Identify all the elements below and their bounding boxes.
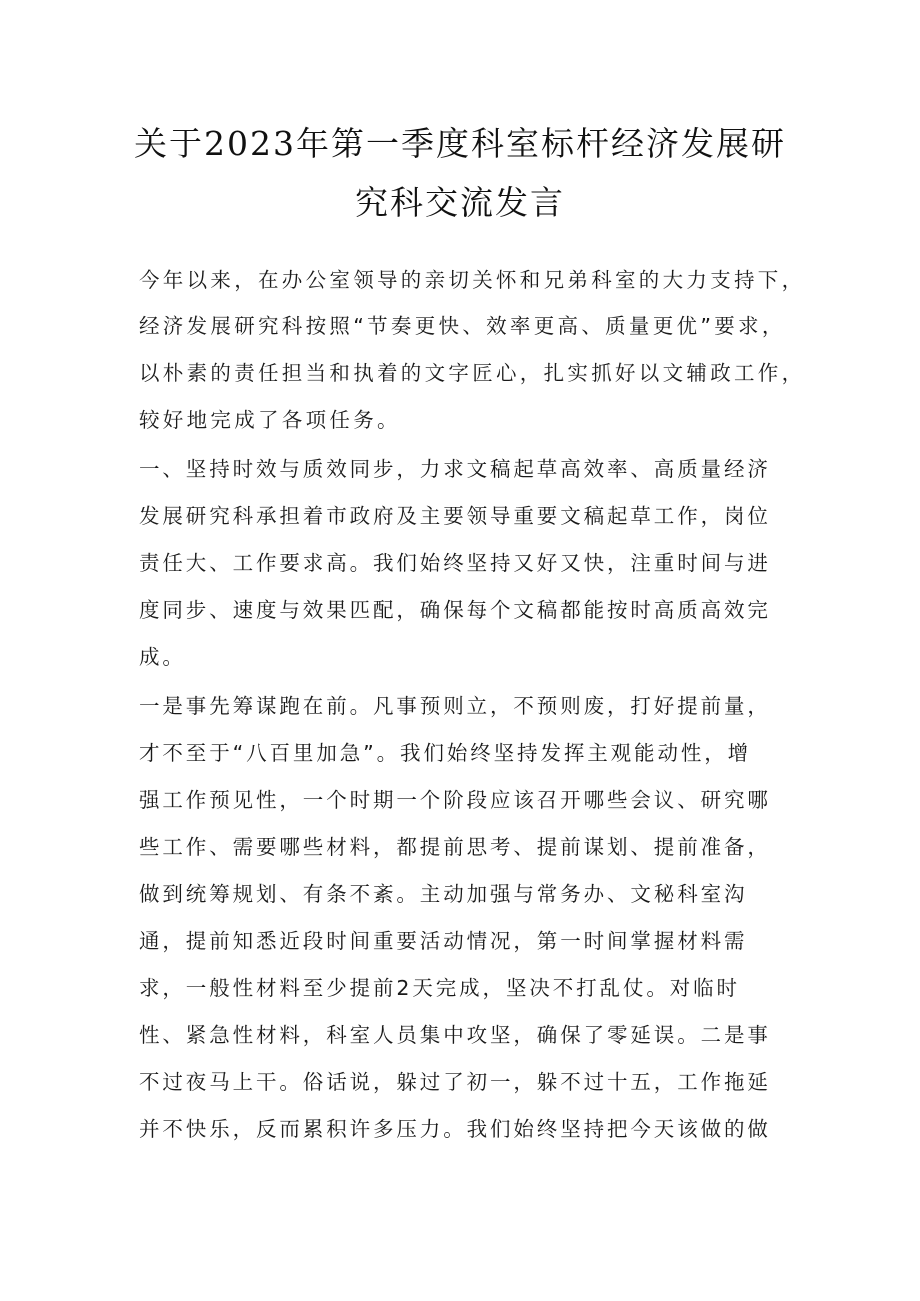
body-line: 性、紧急性材料，科室人员集中攻坚，确保了零延误。二是事 xyxy=(139,1023,771,1047)
document-title-line-1: 关于2023年第一季度科室标杆经济发展研 xyxy=(134,124,786,163)
body-line: 成。 xyxy=(139,645,186,669)
document-title-line-2: 究科交流发言 xyxy=(355,183,565,222)
body-line: 做到统筹规划、有条不紊。主动加强与常务办、文秘科室沟 xyxy=(139,882,748,906)
body-line: 并不快乐，反而累积许多压力。我们始终坚持把今天该做的做 xyxy=(139,1117,771,1141)
body-line: 才不至于“八百里加急”。我们始终坚持发挥主观能动性，增 xyxy=(139,741,752,765)
body-line: 责任大、工作要求高。我们始终坚持又好又快，注重时间与进 xyxy=(139,551,771,575)
body-line: 今年以来，在办公室领导的亲切关怀和兄弟科室的大力支持下， xyxy=(139,268,806,292)
body-line: 通，提前知悉近段时间重要活动情况，第一时间掌握材料需 xyxy=(139,929,748,953)
body-line: 不过夜马上干。俗话说，躲过了初一，躲不过十五，工作拖延 xyxy=(139,1070,771,1094)
body-line: 发展研究科承担着市政府及主要领导重要文稿起草工作，岗位 xyxy=(139,504,771,528)
body-line: 强工作预见性，一个时期一个阶段应该召开哪些会议、研究哪 xyxy=(139,788,771,812)
body-line: 以朴素的责任担当和执着的文字匠心，扎实抓好以文辅政工作， xyxy=(139,361,806,385)
body-line: 度同步、速度与效果匹配，确保每个文稿都能按时高质高效完 xyxy=(139,598,771,622)
body-line: 些工作、需要哪些材料，都提前思考、提前谋划、提前准备， xyxy=(139,835,771,859)
body-line: 一是事先筹谋跑在前。凡事预则立，不预则废，打好提前量， xyxy=(139,694,771,718)
body-line: 较好地完成了各项任务。 xyxy=(139,408,401,432)
body-line: 一、坚持时效与质效同步，力求文稿起草高效率、高质量经济 xyxy=(139,457,771,481)
body-line: 求，一般性材料至少提前2天完成，坚决不打乱仗。对临时 xyxy=(139,976,740,1000)
body-line: 经济发展研究科按照“节奏更快、效率更高、质量更优”要求， xyxy=(139,314,786,338)
